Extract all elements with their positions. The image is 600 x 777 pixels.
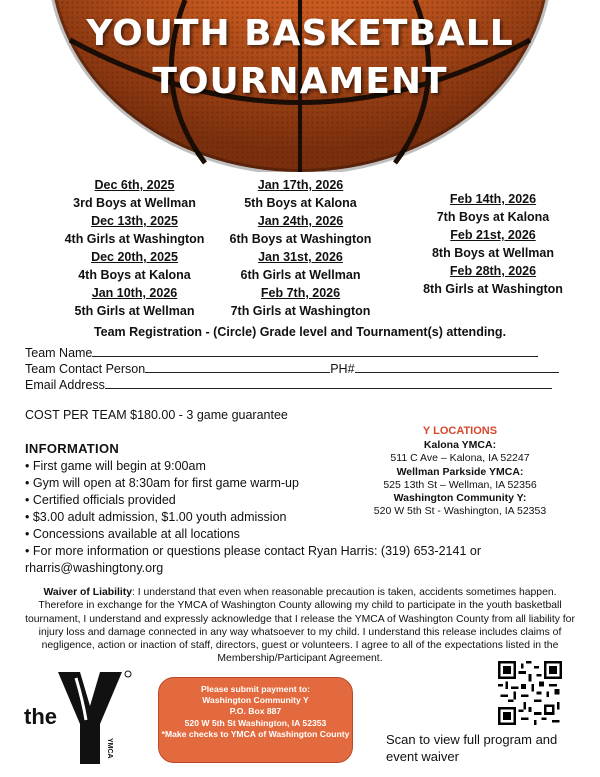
schedule-game: 3rd Boys at Wellman bbox=[73, 196, 196, 210]
schedule-game: 7th Girls at Washington bbox=[230, 304, 371, 318]
schedule-date: Jan 31st, 2026 bbox=[258, 250, 343, 264]
waiver-of-liability bbox=[22, 586, 578, 666]
waiver-label: Waiver of Liability bbox=[43, 587, 132, 598]
cost-per-team: COST PER TEAM $180.00 - 3 game guarantee bbox=[25, 408, 288, 422]
email-field[interactable] bbox=[25, 376, 552, 393]
payment-line: 520 W 5th St Washington, IA 52353 bbox=[184, 717, 327, 728]
contact-label: Team Contact Person bbox=[25, 362, 146, 376]
schedule-date: Jan 17th, 2026 bbox=[257, 178, 344, 192]
schedule-date: Jan 24th, 2026 bbox=[257, 214, 344, 228]
schedule-game: 6th Girls at Wellman bbox=[240, 268, 361, 282]
ymca-y-icon bbox=[24, 668, 144, 768]
locations-heading: Y LOCATIONS bbox=[422, 425, 498, 437]
payment-line: *Make checks to YMCA of Washington County bbox=[161, 728, 350, 739]
information-heading: INFORMATION bbox=[25, 441, 120, 456]
phone-label: PH# bbox=[330, 362, 355, 376]
contact-line[interactable] bbox=[145, 360, 330, 373]
schedule-date: Feb 7th, 2026 bbox=[260, 286, 341, 300]
schedule-game: 8th Boys at Wellman bbox=[431, 246, 555, 260]
schedule-date: Feb 21st, 2026 bbox=[450, 228, 536, 242]
schedule-game: 4th Boys at Kalona bbox=[78, 268, 191, 282]
schedule-game: 5th Girls at Wellman bbox=[74, 304, 195, 318]
schedule-date: Feb 14th, 2026 bbox=[449, 192, 537, 206]
schedule-date: Feb 28th, 2026 bbox=[449, 264, 537, 278]
schedule-date: Dec 6th, 2025 bbox=[94, 178, 175, 192]
phone-line[interactable] bbox=[355, 360, 559, 373]
registration-heading: Team Registration - (Circle) Grade level and Tournament(s) attending. bbox=[93, 325, 507, 339]
payment-box bbox=[158, 677, 353, 763]
y-locations bbox=[355, 425, 565, 518]
schedule-game: 5th Boys at Kalona bbox=[244, 196, 357, 210]
location-address: 520 W 5th St - Washington, IA 52353 bbox=[373, 505, 547, 518]
information-item: • $3.00 adult admission, $1.00 youth admission bbox=[25, 509, 565, 526]
email-label: Email Address bbox=[25, 378, 105, 392]
schedule-date: Dec 20th, 2025 bbox=[91, 250, 178, 264]
location-name: Wellman Parkside YMCA: bbox=[396, 465, 524, 478]
schedule-game: 8th Girls at Washington bbox=[423, 282, 563, 296]
title-line-2: TOURNAMENT bbox=[152, 61, 448, 102]
team-name-field[interactable] bbox=[25, 344, 538, 361]
location-name: Kalona YMCA: bbox=[423, 439, 497, 452]
schedule-column-1 bbox=[52, 176, 217, 320]
payment-line: Washington Community Y bbox=[202, 695, 309, 706]
schedule-column-3 bbox=[404, 190, 582, 298]
schedule-game: 7th Boys at Kalona bbox=[436, 210, 550, 224]
schedule-game: 6th Boys at Washington bbox=[229, 232, 372, 246]
team-name-line[interactable] bbox=[92, 344, 538, 357]
logo-ymca-text: YMCA bbox=[106, 738, 113, 759]
email-line[interactable] bbox=[105, 376, 552, 389]
payment-line: Please submit payment to: bbox=[201, 684, 310, 694]
basketball-header bbox=[0, 0, 600, 172]
schedule-game: 4th Girls at Washington bbox=[64, 232, 205, 246]
logo-the-text: the bbox=[24, 704, 57, 729]
information-item: • Concessions available at all locations bbox=[25, 526, 565, 543]
waiver-text: : I understand that even when reasonable precaution is taken, accidents sometimes happen. Therefore in exchange for the YMCA of Washington County allowing my child to participate in the youth basketball tournament, I understand and expressly acknowledge that I release the YMCA of Washington County from all liability for injury loss and damage connected in any way whatsoever to my child. I understand this release includes claims of negligence, action or inaction of staff, directors, guest or volunteers. I agree to all of the expectations listed in the Membership/Participant Agreement. bbox=[25, 587, 575, 665]
schedule-date: Dec 13th, 2025 bbox=[91, 214, 178, 228]
schedule-date: Jan 10th, 2026 bbox=[91, 286, 178, 300]
schedule-column-2 bbox=[228, 176, 373, 320]
information-item: • Certified officials provided bbox=[25, 492, 565, 509]
location-address: 511 C Ave – Kalona, IA 52247 bbox=[390, 452, 530, 465]
location-name: Washington Community Y: bbox=[393, 492, 527, 505]
qr-code-icon[interactable] bbox=[498, 661, 562, 725]
information-item: • First game will begin at 9:00am bbox=[25, 458, 565, 475]
location-address: 525 13th St – Wellman, IA 52356 bbox=[383, 478, 537, 491]
information-item: • Gym will open at 8:30am for first game warm-up bbox=[25, 475, 565, 492]
team-name-label: Team Name bbox=[25, 346, 93, 360]
ymca-logo bbox=[24, 668, 144, 768]
title-line-1: YOUTH BASKETBALL bbox=[86, 13, 514, 54]
information-item: • For more information or questions please contact Ryan Harris: (319) 653-2141 or rharris@washingtony.org bbox=[25, 543, 565, 577]
contact-field[interactable] bbox=[25, 360, 559, 377]
scan-instructions: Scan to view full program and event waiver bbox=[386, 732, 558, 764]
payment-line: P.O. Box 887 bbox=[229, 706, 282, 717]
